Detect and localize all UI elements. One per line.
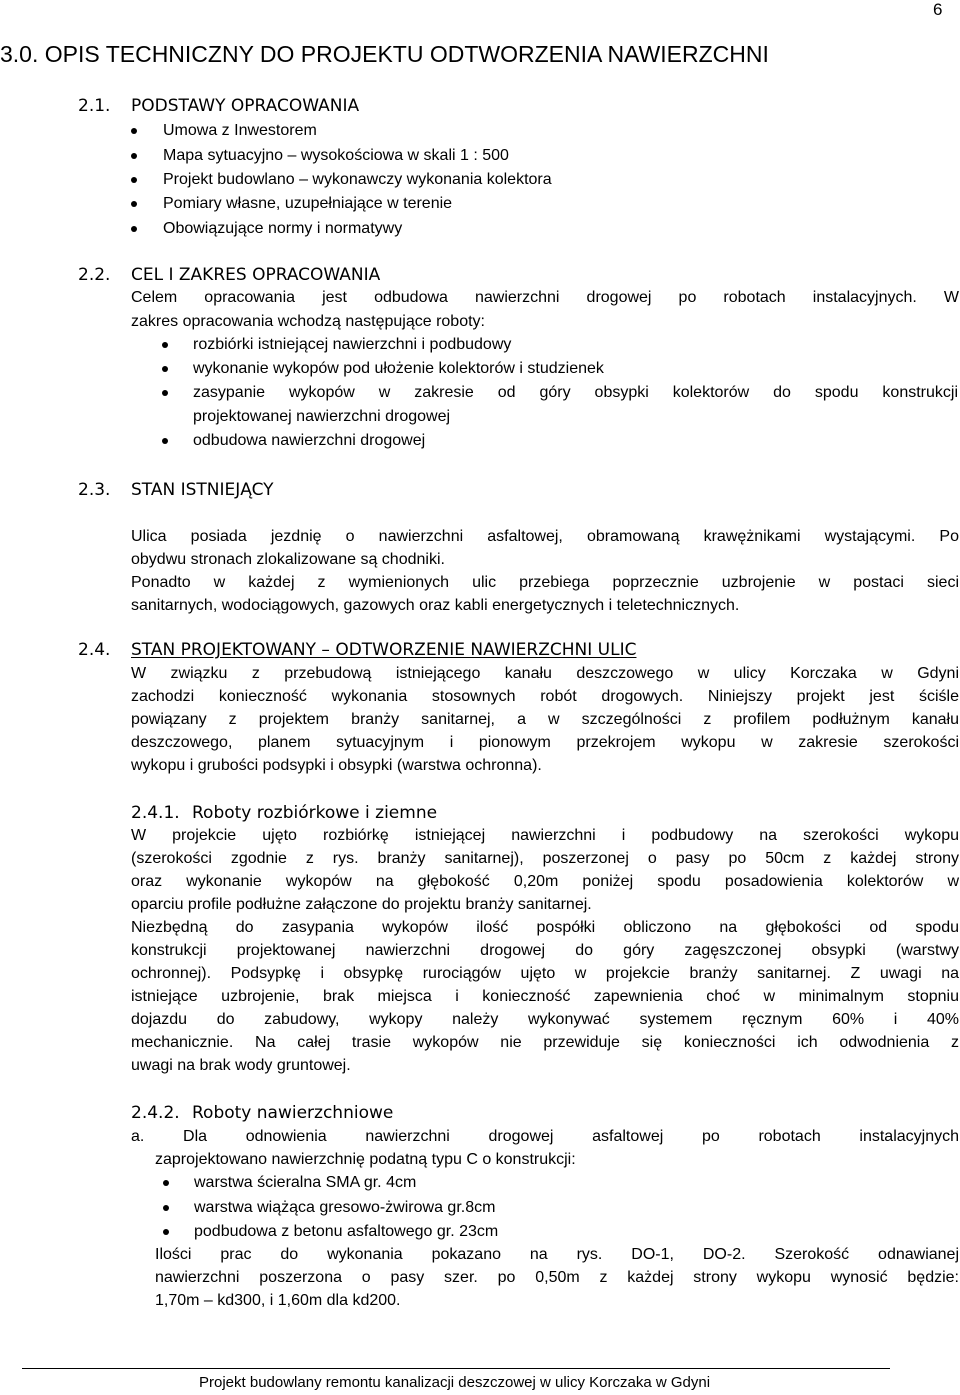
section-2-4-1-paragraph-line: oparciu profile podłużne załączone do projektu branży sanitarnej. [131,896,592,913]
section-2-3-paragraph-line: obydwu stronach zlokalizowane są chodniki. [131,551,445,568]
section-2-2-paragraph-line: Celem opracowania jest odbudowa nawierzchni drogowej po robotach instalacyjnych. W [131,289,959,306]
list-item: wykonanie wykopów pod ułożenie kolektorów i studzienek [193,360,604,377]
list-item: zasypanie wykopów w zakresie od góry obsypki kolektorów do spodu konstrukcji [193,384,958,401]
list-item: podbudowa z betonu asfaltowego gr. 23cm [194,1223,499,1240]
bullet-icon [131,177,137,183]
section-2-4-1-paragraph-line: istniejące uzbrojenie, brak miejsca i konieczność zapewnienia choć w minimalnym stopniu [131,988,959,1005]
section-2-1-number: 2.1. [78,96,111,116]
document-title: 3.0. OPIS TECHNICZNY DO PROJEKTU ODTWORZENIA NAWIERZCHNI [0,41,769,67]
section-2-4-2-heading: Roboty nawierzchniowe [192,1103,394,1123]
section-2-4-number: 2.4. [78,640,111,660]
bullet-icon [131,226,137,232]
footer-text: Projekt budowlany remontu kanalizacji deszczowej w ulicy Korczaka w Gdyni [199,1374,711,1391]
list-item: Obowiązujące normy i normatywy [163,220,403,237]
section-2-4-paragraph-line: powiązany z projektem branży sanitarnej, a w szczególności z profilem podłużnym kanału [131,711,959,728]
list-item-continuation: projektowanej nawierzchni drogowej [193,408,451,425]
section-2-4-paragraph-line: wykopu i grubości podsypki i obsypki (warstwa ochronna). [131,757,542,774]
list-item: Mapa sytuacyjno – wysokościowa w skali 1 : 500 [163,147,509,164]
bullet-icon [163,1180,169,1186]
section-2-2-number: 2.2. [78,265,111,285]
section-2-4-1-heading: Roboty rozbiórkowe i ziemne [192,803,438,823]
section-2-1-heading: PODSTAWY OPRACOWANIA [131,96,360,116]
list-item: warstwa wiążąca gresowo-żwirowa gr.8cm [194,1199,496,1216]
section-2-3-paragraph-line: sanitarnych, wodociągowych, gazowych oraz kabli energetycznych i teletechnicznych. [131,597,740,614]
section-2-3-number: 2.3. [78,480,111,500]
bullet-icon [162,366,168,372]
section-2-4-1-paragraph-line: mechanicznie. Na całej trasie wykopów nie przewiduje się konieczności ich odwodnienia z [131,1034,959,1051]
section-2-4-paragraph-line: zachodzi konieczność wykonania stosownych robót drogowych. Niniejszy projekt jest ściśle [131,688,959,705]
section-2-4-1-paragraph-line: ochronnej). Podsypkę i obsypkę rurociągów ujęto w projekcie branży sanitarnej. Z uwagi na [131,965,959,982]
section-2-4-paragraph-line: W związku z przebudową istniejącego kanału deszczowego w ulicy Korczaka w Gdyni [131,665,959,682]
section-2-4-heading: STAN PROJEKTOWANY – ODTWORZENIE NAWIERZCHNI ULIC [131,640,637,660]
footer-divider [22,1368,890,1369]
section-2-4-2-number: 2.4.2. [131,1103,180,1123]
section-2-4-2-paragraph-line: zaprojektowano nawierzchnię podatną typu C o konstrukcji: [155,1151,576,1168]
section-2-4-1-paragraph-line: konstrukcji projektowanej nawierzchni drogowej do góry zagęszczonej obsypki (warstwy [131,942,959,959]
section-2-4-1-number: 2.4.1. [131,803,180,823]
bullet-icon [162,342,168,348]
list-item: odbudowa nawierzchni drogowej [193,432,426,449]
bullet-icon [163,1205,169,1211]
bullet-icon [131,128,137,134]
page-number: 6 [933,0,943,19]
section-2-4-2-paragraph-line: nawierzchni poszerzona o pasy szer. po 0,50m z każdej strony wykopu wynosić będzie: [155,1269,959,1286]
section-2-4-1-paragraph-line: (szerokości zgodnie z rys. branży sanitarnej), poszerzonej o pasy po 50cm z każdej strony [131,850,959,867]
list-item: rozbiórki istniejącej nawierzchni i podbudowy [193,336,512,353]
section-2-3-paragraph-line: Ponadto w każdej z wymienionych ulic przebiega poprzecznie uzbrojenie w postaci sieci [131,574,959,591]
bullet-icon [162,390,168,396]
section-2-3-heading: STAN ISTNIEJĄCY [131,480,274,500]
section-2-3-paragraph-line: Ulica posiada jezdnię o nawierzchni asfaltowej, obramowaną krawężnikami wystającymi. Po [131,528,959,545]
bullet-icon [163,1229,169,1235]
section-2-2-heading: CEL I ZAKRES OPRACOWANIA [131,265,381,285]
bullet-icon [131,201,137,207]
section-2-4-2-paragraph-line: a. Dla odnowienia nawierzchni drogowej asfaltowej po robotach instalacyjnych [131,1128,959,1145]
bullet-icon [162,438,168,444]
section-2-4-1-paragraph-line: uwagi na brak wody gruntowej. [131,1057,351,1074]
section-2-4-1-paragraph-line: oraz wykonanie wykopów na głębokość 0,20m poniżej spodu posadowienia kolektorów w [131,873,959,890]
section-2-4-1-paragraph-line: W projekcie ujęto rozbiórkę istniejącej nawierzchni i podbudowy na szerokości wykopu [131,827,959,844]
section-2-4-2-paragraph-line: 1,70m – kd300, i 1,60m dla kd200. [155,1292,401,1309]
list-item: warstwa ścieralna SMA gr. 4cm [194,1174,417,1191]
list-item: Umowa z Inwestorem [163,122,317,139]
section-2-2-paragraph-line: zakres opracowania wchodzą następujące roboty: [131,313,485,330]
section-2-4-1-paragraph-line: Niezbędną do zasypania wykopów ilość pospółki obliczono na głębokości od spodu [131,919,959,936]
bullet-icon [131,153,137,159]
list-item: Projekt budowlano – wykonawczy wykonania kolektora [163,171,552,188]
list-item: Pomiary własne, uzupełniające w terenie [163,195,453,212]
section-2-4-2-paragraph-line: Ilości prac do wykonania pokazano na rys. DO-1, DO-2. Szerokość odnawianej [155,1246,959,1263]
section-2-4-1-paragraph-line: dojazdu do zabudowy, wykopy należy wykonywać systemem ręcznym 60% i 40% [131,1011,959,1028]
section-2-4-paragraph-line: deszczowego, planem sytuacyjnym i pionowym przekrojem wykopu w zakresie szerokości [131,734,959,751]
